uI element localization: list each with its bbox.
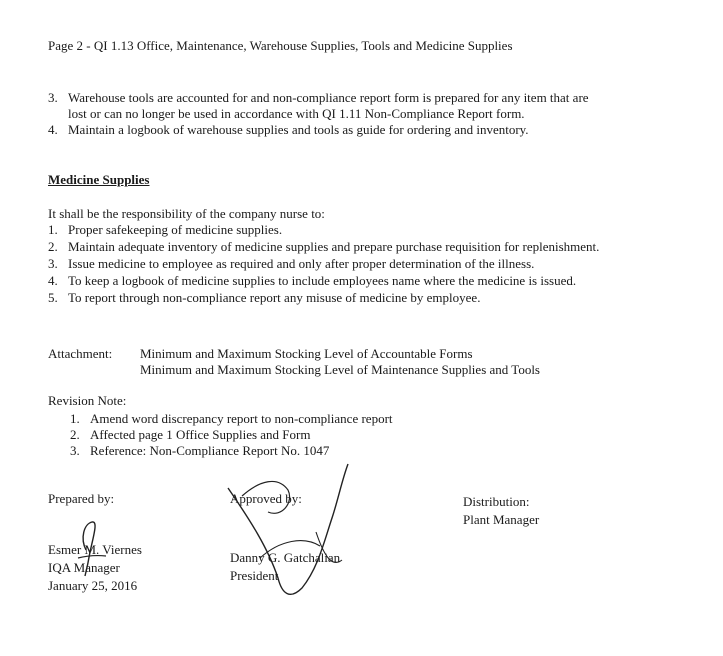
item-text: Amend word discrepancy report to non-compliance report — [90, 411, 393, 426]
list-item-continuation: lost or can no longer be used in accordance with QI 1.11 Non-Compliance Report form. — [68, 106, 525, 121]
attachment-label: Attachment: — [48, 346, 113, 361]
prepared-label: Prepared by: — [48, 491, 115, 506]
item-text: Affected page 1 Office Supplies and Form — [90, 427, 311, 442]
item-text: Warehouse tools are accounted for and non-compliance report form is prepared for any item that are — [68, 90, 589, 105]
item-number: 4. — [48, 273, 58, 288]
item-text: Reference: Non-Compliance Report No. 1047 — [90, 443, 330, 458]
distribution-block — [463, 493, 539, 529]
list-item — [48, 239, 599, 255]
prepared-name: Esmer M. Viernes — [48, 542, 142, 557]
item-number: 2. — [70, 427, 80, 442]
item-number: 1. — [48, 222, 58, 237]
list-item — [70, 443, 329, 459]
section-heading: Medicine Supplies — [48, 172, 150, 187]
list-item — [48, 90, 589, 106]
revision-title: Revision Note: — [48, 393, 127, 408]
item-text: Proper safekeeping of medicine supplies. — [68, 222, 283, 237]
item-number: 2. — [48, 239, 58, 254]
list-item — [70, 411, 393, 427]
item-number: 3. — [70, 443, 80, 458]
item-text: To keep a logbook of medicine supplies to include employees name where the medicine is issued. — [68, 273, 577, 288]
item-number: 3. — [48, 256, 58, 271]
list-item — [48, 122, 529, 138]
list-item — [48, 290, 480, 306]
attachment-line: Minimum and Maximum Stocking Level of Accountable Forms — [140, 346, 473, 361]
list-item — [48, 273, 576, 289]
distribution-label: Distribution: — [463, 494, 530, 509]
approved-name: Danny G. Gatchalian — [230, 550, 341, 565]
list-item — [48, 222, 282, 238]
item-text: Issue medicine to employee as required and only after proper determination of the illness. — [68, 256, 535, 271]
page-header: Page 2 - QI 1.13 Office, Maintenance, Warehouse Supplies, Tools and Medicine Supplies — [48, 38, 513, 53]
prepared-title: IQA Manager — [48, 560, 120, 575]
section-intro: It shall be the responsibility of the company nurse to: — [48, 206, 325, 221]
list-item — [48, 256, 534, 272]
item-number: 5. — [48, 290, 58, 305]
prepared-details — [48, 541, 142, 595]
approved-details — [230, 549, 340, 585]
item-text: Maintain adequate inventory of medicine supplies and prepare purchase requisition for replenishment. — [68, 239, 600, 254]
item-number: 3. — [48, 90, 58, 105]
distribution-value: Plant Manager — [463, 512, 540, 527]
list-item — [70, 427, 310, 443]
approved-title: President — [230, 568, 279, 583]
item-text: Maintain a logbook of warehouse supplies and tools as guide for ordering and inventory. — [68, 122, 529, 137]
item-number: 1. — [70, 411, 80, 426]
attachment-line: Minimum and Maximum Stocking Level of Maintenance Supplies and Tools — [140, 362, 540, 377]
prepared-date: January 25, 2016 — [48, 578, 138, 593]
approved-label: Approved by: — [230, 491, 302, 506]
item-number: 4. — [48, 122, 58, 137]
item-text: To report through non-compliance report any misuse of medicine by employee. — [68, 290, 481, 305]
